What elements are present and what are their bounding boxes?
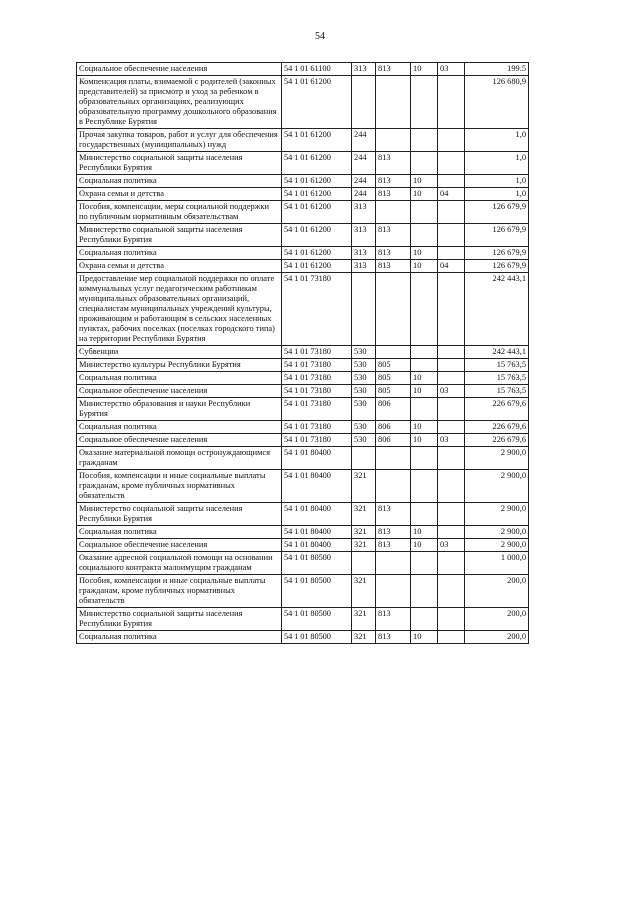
cell-amount: 1,0 bbox=[465, 175, 529, 188]
table-row bbox=[77, 359, 529, 372]
cell-subsection bbox=[438, 503, 465, 526]
cell-section bbox=[411, 152, 438, 175]
cell-name: Министерство социальной защиты населения Республики Бурятия bbox=[77, 608, 282, 631]
cell-target-code: 54 1 01 61200 bbox=[282, 224, 352, 247]
cell-amount: 242 443,1 bbox=[465, 346, 529, 359]
cell-expense-type: 530 bbox=[352, 398, 376, 421]
cell-section: 10 bbox=[411, 188, 438, 201]
cell-name: Социальное обеспечение населения bbox=[77, 434, 282, 447]
cell-administrator: 805 bbox=[376, 359, 411, 372]
cell-name: Социальное обеспечение населения bbox=[77, 539, 282, 552]
cell-name: Социальная политика bbox=[77, 421, 282, 434]
cell-administrator: 813 bbox=[376, 224, 411, 247]
cell-section bbox=[411, 224, 438, 247]
cell-administrator bbox=[376, 447, 411, 470]
cell-expense-type: 244 bbox=[352, 152, 376, 175]
cell-subsection bbox=[438, 608, 465, 631]
cell-administrator bbox=[376, 129, 411, 152]
cell-target-code: 54 1 01 80500 bbox=[282, 552, 352, 575]
cell-amount: 126 680,9 bbox=[465, 76, 529, 129]
cell-name: Социальное обеспечение населения bbox=[77, 385, 282, 398]
cell-target-code: 54 1 01 61100 bbox=[282, 63, 352, 76]
cell-name: Социальная политика bbox=[77, 526, 282, 539]
cell-target-code: 54 1 01 80400 bbox=[282, 447, 352, 470]
cell-name: Министерство социальной защиты населения Республики Бурятия bbox=[77, 224, 282, 247]
cell-target-code: 54 1 01 80500 bbox=[282, 575, 352, 608]
table-row bbox=[77, 552, 529, 575]
table-row bbox=[77, 447, 529, 470]
cell-amount: 1,0 bbox=[465, 152, 529, 175]
cell-section bbox=[411, 470, 438, 503]
table-row bbox=[77, 76, 529, 129]
cell-administrator: 813 bbox=[376, 247, 411, 260]
cell-amount: 242 443,1 bbox=[465, 273, 529, 346]
cell-administrator: 806 bbox=[376, 434, 411, 447]
cell-expense-type bbox=[352, 552, 376, 575]
cell-target-code: 54 1 01 80500 bbox=[282, 631, 352, 644]
cell-target-code: 54 1 01 80400 bbox=[282, 503, 352, 526]
cell-expense-type: 530 bbox=[352, 421, 376, 434]
cell-amount: 2 900,0 bbox=[465, 447, 529, 470]
cell-section: 10 bbox=[411, 260, 438, 273]
cell-expense-type: 530 bbox=[352, 372, 376, 385]
table-row bbox=[77, 175, 529, 188]
cell-amount: 1 000,0 bbox=[465, 552, 529, 575]
cell-section bbox=[411, 129, 438, 152]
cell-expense-type: 530 bbox=[352, 346, 376, 359]
cell-subsection bbox=[438, 346, 465, 359]
table-row bbox=[77, 539, 529, 552]
cell-section bbox=[411, 398, 438, 421]
table-row bbox=[77, 608, 529, 631]
table-row bbox=[77, 372, 529, 385]
cell-name: Прочая закупка товаров, работ и услуг для обеспечения государственных (муниципальных) нужд bbox=[77, 129, 282, 152]
cell-subsection bbox=[438, 552, 465, 575]
table-row bbox=[77, 526, 529, 539]
cell-amount: 15 763,5 bbox=[465, 359, 529, 372]
cell-administrator: 806 bbox=[376, 398, 411, 421]
table-row bbox=[77, 421, 529, 434]
cell-section: 10 bbox=[411, 175, 438, 188]
cell-name: Социальная политика bbox=[77, 247, 282, 260]
table-row bbox=[77, 346, 529, 359]
cell-administrator: 813 bbox=[376, 631, 411, 644]
cell-expense-type: 321 bbox=[352, 539, 376, 552]
table-body bbox=[77, 63, 529, 644]
cell-target-code: 54 1 01 61200 bbox=[282, 260, 352, 273]
cell-administrator: 813 bbox=[376, 539, 411, 552]
cell-expense-type bbox=[352, 76, 376, 129]
cell-name: Социальная политика bbox=[77, 175, 282, 188]
table-row bbox=[77, 224, 529, 247]
cell-name: Охрана семьи и детства bbox=[77, 188, 282, 201]
cell-section: 10 bbox=[411, 526, 438, 539]
cell-amount: 126 679,9 bbox=[465, 201, 529, 224]
cell-expense-type: 530 bbox=[352, 359, 376, 372]
cell-subsection bbox=[438, 152, 465, 175]
cell-target-code: 54 1 01 73180 bbox=[282, 273, 352, 346]
cell-target-code: 54 1 01 61200 bbox=[282, 188, 352, 201]
cell-expense-type: 321 bbox=[352, 575, 376, 608]
table-row bbox=[77, 188, 529, 201]
cell-subsection bbox=[438, 224, 465, 247]
table-row bbox=[77, 385, 529, 398]
cell-subsection bbox=[438, 273, 465, 346]
cell-administrator: 806 bbox=[376, 421, 411, 434]
table-row bbox=[77, 398, 529, 421]
table-row bbox=[77, 470, 529, 503]
cell-section bbox=[411, 359, 438, 372]
page-number: 54 bbox=[315, 31, 325, 42]
cell-target-code: 54 1 01 80400 bbox=[282, 526, 352, 539]
cell-subsection: 03 bbox=[438, 539, 465, 552]
cell-subsection bbox=[438, 129, 465, 152]
cell-expense-type: 321 bbox=[352, 503, 376, 526]
cell-name: Охрана семьи и детства bbox=[77, 260, 282, 273]
table-row bbox=[77, 575, 529, 608]
cell-section bbox=[411, 273, 438, 346]
table-row bbox=[77, 260, 529, 273]
cell-amount: 2 900,0 bbox=[465, 470, 529, 503]
cell-administrator: 813 bbox=[376, 503, 411, 526]
table-row bbox=[77, 63, 529, 76]
cell-target-code: 54 1 01 80500 bbox=[282, 608, 352, 631]
cell-target-code: 54 1 01 73180 bbox=[282, 372, 352, 385]
cell-amount: 226 679,6 bbox=[465, 398, 529, 421]
cell-administrator: 813 bbox=[376, 260, 411, 273]
cell-amount: 200,0 bbox=[465, 575, 529, 608]
cell-expense-type: 530 bbox=[352, 385, 376, 398]
table-row bbox=[77, 247, 529, 260]
cell-target-code: 54 1 01 61200 bbox=[282, 129, 352, 152]
cell-target-code: 54 1 01 61200 bbox=[282, 76, 352, 129]
cell-section: 10 bbox=[411, 631, 438, 644]
cell-expense-type: 313 bbox=[352, 260, 376, 273]
cell-name: Министерство образования и науки Республики Бурятия bbox=[77, 398, 282, 421]
cell-target-code: 54 1 01 73180 bbox=[282, 434, 352, 447]
cell-section bbox=[411, 575, 438, 608]
cell-administrator: 813 bbox=[376, 608, 411, 631]
cell-administrator: 813 bbox=[376, 175, 411, 188]
cell-target-code: 54 1 01 61200 bbox=[282, 247, 352, 260]
cell-section: 10 bbox=[411, 385, 438, 398]
cell-name: Оказание материальной помощи остронуждающимся гражданам bbox=[77, 447, 282, 470]
cell-section bbox=[411, 76, 438, 129]
cell-amount: 226 679,6 bbox=[465, 434, 529, 447]
cell-subsection bbox=[438, 372, 465, 385]
cell-section bbox=[411, 608, 438, 631]
cell-administrator: 813 bbox=[376, 152, 411, 175]
cell-amount: 1,0 bbox=[465, 129, 529, 152]
cell-administrator bbox=[376, 201, 411, 224]
cell-section: 10 bbox=[411, 539, 438, 552]
cell-name: Оказание адресной социальной помощи на основании социального контракта малоимущим гражданам bbox=[77, 552, 282, 575]
cell-amount: 15 763,5 bbox=[465, 372, 529, 385]
table-row bbox=[77, 129, 529, 152]
cell-section: 10 bbox=[411, 434, 438, 447]
cell-expense-type: 321 bbox=[352, 631, 376, 644]
cell-amount: 200,0 bbox=[465, 631, 529, 644]
cell-subsection bbox=[438, 247, 465, 260]
cell-subsection: 03 bbox=[438, 385, 465, 398]
cell-subsection: 03 bbox=[438, 63, 465, 76]
cell-section bbox=[411, 447, 438, 470]
cell-target-code: 54 1 01 73180 bbox=[282, 346, 352, 359]
cell-amount: 126 679,9 bbox=[465, 247, 529, 260]
table-row bbox=[77, 273, 529, 346]
table-row bbox=[77, 201, 529, 224]
cell-name: Пособия, компенсации и иные социальные выплаты гражданам, кроме публичных нормативных обязательств bbox=[77, 470, 282, 503]
cell-subsection bbox=[438, 201, 465, 224]
cell-subsection: 03 bbox=[438, 434, 465, 447]
cell-section bbox=[411, 503, 438, 526]
cell-subsection bbox=[438, 175, 465, 188]
cell-administrator bbox=[376, 575, 411, 608]
cell-administrator: 813 bbox=[376, 188, 411, 201]
cell-section bbox=[411, 201, 438, 224]
cell-name: Пособия, компенсации, меры социальной поддержки по публичным нормативным обязательствам bbox=[77, 201, 282, 224]
cell-target-code: 54 1 01 61200 bbox=[282, 152, 352, 175]
cell-amount: 2 900,0 bbox=[465, 526, 529, 539]
cell-expense-type: 244 bbox=[352, 175, 376, 188]
cell-subsection bbox=[438, 575, 465, 608]
cell-administrator bbox=[376, 346, 411, 359]
cell-amount: 126 679,9 bbox=[465, 260, 529, 273]
cell-section: 10 bbox=[411, 247, 438, 260]
cell-target-code: 54 1 01 61200 bbox=[282, 201, 352, 224]
cell-amount: 15 763,5 bbox=[465, 385, 529, 398]
cell-administrator bbox=[376, 552, 411, 575]
cell-name: Социальное обеспечение населения bbox=[77, 63, 282, 76]
cell-name: Министерство культуры Республики Бурятия bbox=[77, 359, 282, 372]
cell-subsection bbox=[438, 447, 465, 470]
cell-amount: 226 679,6 bbox=[465, 421, 529, 434]
cell-name: Социальная политика bbox=[77, 372, 282, 385]
cell-expense-type: 244 bbox=[352, 188, 376, 201]
cell-administrator bbox=[376, 470, 411, 503]
cell-expense-type: 313 bbox=[352, 63, 376, 76]
cell-subsection bbox=[438, 398, 465, 421]
table-row bbox=[77, 503, 529, 526]
cell-amount: 1,0 bbox=[465, 188, 529, 201]
cell-name: Пособия, компенсации и иные социальные выплаты гражданам, кроме публичных нормативных обязательств bbox=[77, 575, 282, 608]
cell-expense-type: 321 bbox=[352, 470, 376, 503]
cell-expense-type: 313 bbox=[352, 201, 376, 224]
cell-subsection: 04 bbox=[438, 188, 465, 201]
cell-subsection bbox=[438, 76, 465, 129]
cell-amount: 126 679,9 bbox=[465, 224, 529, 247]
cell-administrator: 805 bbox=[376, 385, 411, 398]
cell-name: Министерство социальной защиты населения Республики Бурятия bbox=[77, 152, 282, 175]
cell-expense-type bbox=[352, 273, 376, 346]
cell-subsection: 04 bbox=[438, 260, 465, 273]
cell-administrator: 805 bbox=[376, 372, 411, 385]
cell-expense-type: 313 bbox=[352, 224, 376, 247]
cell-section: 10 bbox=[411, 421, 438, 434]
cell-section bbox=[411, 552, 438, 575]
table-row bbox=[77, 152, 529, 175]
cell-administrator: 813 bbox=[376, 63, 411, 76]
cell-subsection bbox=[438, 526, 465, 539]
cell-amount: 2 900,0 bbox=[465, 503, 529, 526]
cell-amount: 2 900,0 bbox=[465, 539, 529, 552]
cell-target-code: 54 1 01 73180 bbox=[282, 385, 352, 398]
cell-administrator bbox=[376, 273, 411, 346]
cell-administrator: 813 bbox=[376, 526, 411, 539]
table-row bbox=[77, 434, 529, 447]
cell-target-code: 54 1 01 73180 bbox=[282, 359, 352, 372]
cell-expense-type bbox=[352, 447, 376, 470]
cell-expense-type: 321 bbox=[352, 608, 376, 631]
cell-name: Министерство социальной защиты населения Республики Бурятия bbox=[77, 503, 282, 526]
cell-section: 10 bbox=[411, 372, 438, 385]
cell-target-code: 54 1 01 73180 bbox=[282, 398, 352, 421]
cell-subsection bbox=[438, 470, 465, 503]
cell-administrator bbox=[376, 76, 411, 129]
cell-name: Предоставление мер социальной поддержки по оплате коммунальных услуг педагогическим работникам муниципальных образовательных организаций, специалистам муниципальных учреждений культуры, проживающим и работающим в сельских населенных пунктах, рабочих поселках (поселках городского типа) на территории Республики Бурятия bbox=[77, 273, 282, 346]
cell-subsection bbox=[438, 631, 465, 644]
cell-subsection bbox=[438, 421, 465, 434]
budget-table bbox=[76, 62, 529, 644]
cell-name: Субвенции bbox=[77, 346, 282, 359]
cell-amount: 200,0 bbox=[465, 608, 529, 631]
cell-target-code: 54 1 01 80400 bbox=[282, 470, 352, 503]
cell-expense-type: 244 bbox=[352, 129, 376, 152]
cell-target-code: 54 1 01 61200 bbox=[282, 175, 352, 188]
cell-expense-type: 313 bbox=[352, 247, 376, 260]
cell-target-code: 54 1 01 73180 bbox=[282, 421, 352, 434]
cell-expense-type: 321 bbox=[352, 526, 376, 539]
cell-expense-type: 530 bbox=[352, 434, 376, 447]
cell-target-code: 54 1 01 80400 bbox=[282, 539, 352, 552]
cell-name: Компенсация платы, взимаемой с родителей (законных представителей) за присмотр и уход за ребенком в образовательных организациях, реализующих образовательную программу дошкольного образования в Республике Бурятия bbox=[77, 76, 282, 129]
cell-section bbox=[411, 346, 438, 359]
cell-amount: 199.5 bbox=[465, 63, 529, 76]
table-row bbox=[77, 631, 529, 644]
cell-section: 10 bbox=[411, 63, 438, 76]
cell-subsection bbox=[438, 359, 465, 372]
cell-name: Социальная политика bbox=[77, 631, 282, 644]
